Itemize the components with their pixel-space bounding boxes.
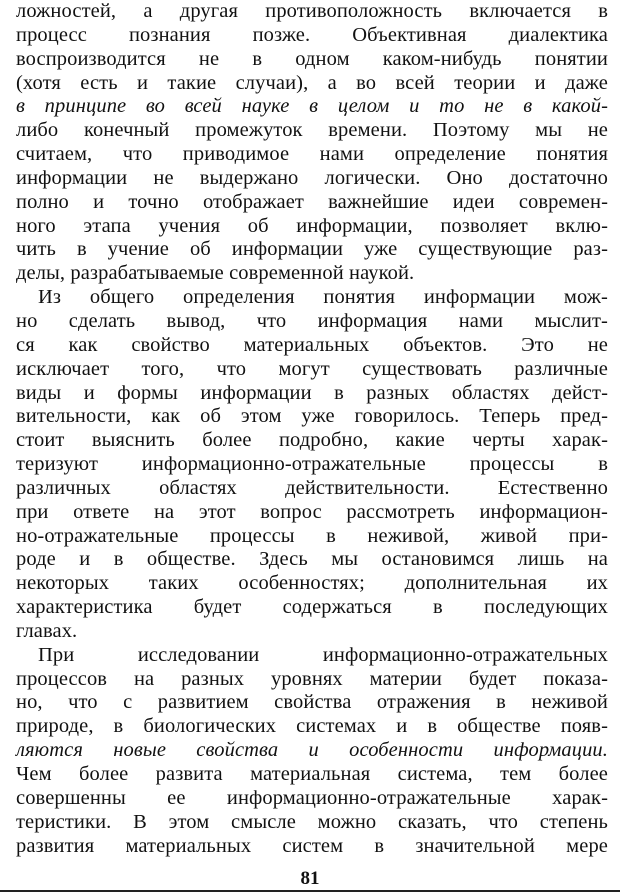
text-line: ложностей, а другая противоположность включается в	[16, 0, 608, 22]
text-line: делы, разрабатываемые современной наукой.	[16, 262, 415, 285]
text-line: ся как свойство материальных объектов. Это не	[16, 333, 608, 356]
text-line: ного этапа учения об информации, позволяет вклю-	[16, 214, 608, 237]
paragraph-3	[16, 644, 608, 859]
text-line: исключает того, что могут существовать различные	[16, 357, 608, 380]
paragraph-1	[16, 0, 608, 286]
text-line: стоит выяснить более подробно, какие черты харак-	[16, 429, 608, 452]
text-line: некоторых таких особенностях; дополнительная их	[16, 572, 608, 595]
text-line: либо конечный промежуток времени. Поэтому мы не	[16, 119, 608, 142]
text-line: теризуют информационно-отражательные процессы в	[16, 453, 608, 476]
text-line-italic: ляются новые свойства и особенности информации.	[16, 739, 608, 762]
text-line: полно и точно отображает важнейшие идеи современ-	[16, 190, 608, 213]
text-line: но сделать вывод, что информация нами мыслит-	[16, 309, 608, 332]
text-line: процессов на разных уровнях материи будет показа-	[16, 667, 608, 690]
text-line: но-отражательные процессы в неживой, живой при-	[16, 524, 608, 547]
text-line: считаем, что приводимое нами определение понятия	[16, 143, 608, 166]
page-number: 81	[300, 868, 320, 889]
paragraph-2	[16, 286, 608, 644]
text-line: вительности, как об этом уже говорилось. Теперь пред-	[16, 405, 608, 428]
text-line: теристики. В этом смысле можно сказать, что степень	[16, 810, 608, 833]
text-line: (хотя есть и такие случаи), а во всей теории и даже	[16, 71, 608, 94]
text-line: при ответе на этот вопрос рассмотреть информацион-	[16, 500, 608, 523]
text-line: воспроизводится не в одном каком-нибудь понятии	[16, 47, 608, 70]
page-text	[16, 0, 608, 858]
text-line: Из общего определения понятия информации мож-	[38, 286, 608, 309]
text-line: Чем более развита материальная система, тем более	[16, 763, 608, 785]
text-line: совершенны ее информационно-отражательные харак-	[16, 786, 608, 809]
footer-rule	[0, 890, 620, 892]
text-line: но, что с развитием свойства отражения в неживой	[16, 691, 608, 714]
text-line: виды и формы информации в разных областях дейст-	[16, 381, 608, 404]
text-line: процесс познания позже. Объективная диалектика	[16, 23, 608, 46]
text-line: чить в учение об информации уже существующие раз-	[16, 238, 608, 261]
text-line: роде и в обществе. Здесь мы остановимся лишь на	[16, 548, 608, 571]
text-line: информации не выдержано логически. Оно достаточно	[16, 166, 608, 189]
text-line: характеристика будет содержаться в последующих	[16, 596, 608, 619]
text-line: различных областях действительности. Естественно	[16, 476, 608, 499]
text-line: главах.	[16, 619, 78, 642]
text-line-italic: в принципе во всей науке в целом и то не в какой-	[16, 95, 608, 118]
text-line: природе, в биологических системах и в обществе появ-	[16, 715, 608, 738]
text-line: При исследовании информационно-отражательных	[38, 643, 608, 666]
text-line: развития материальных систем в значительной мере	[16, 834, 608, 857]
